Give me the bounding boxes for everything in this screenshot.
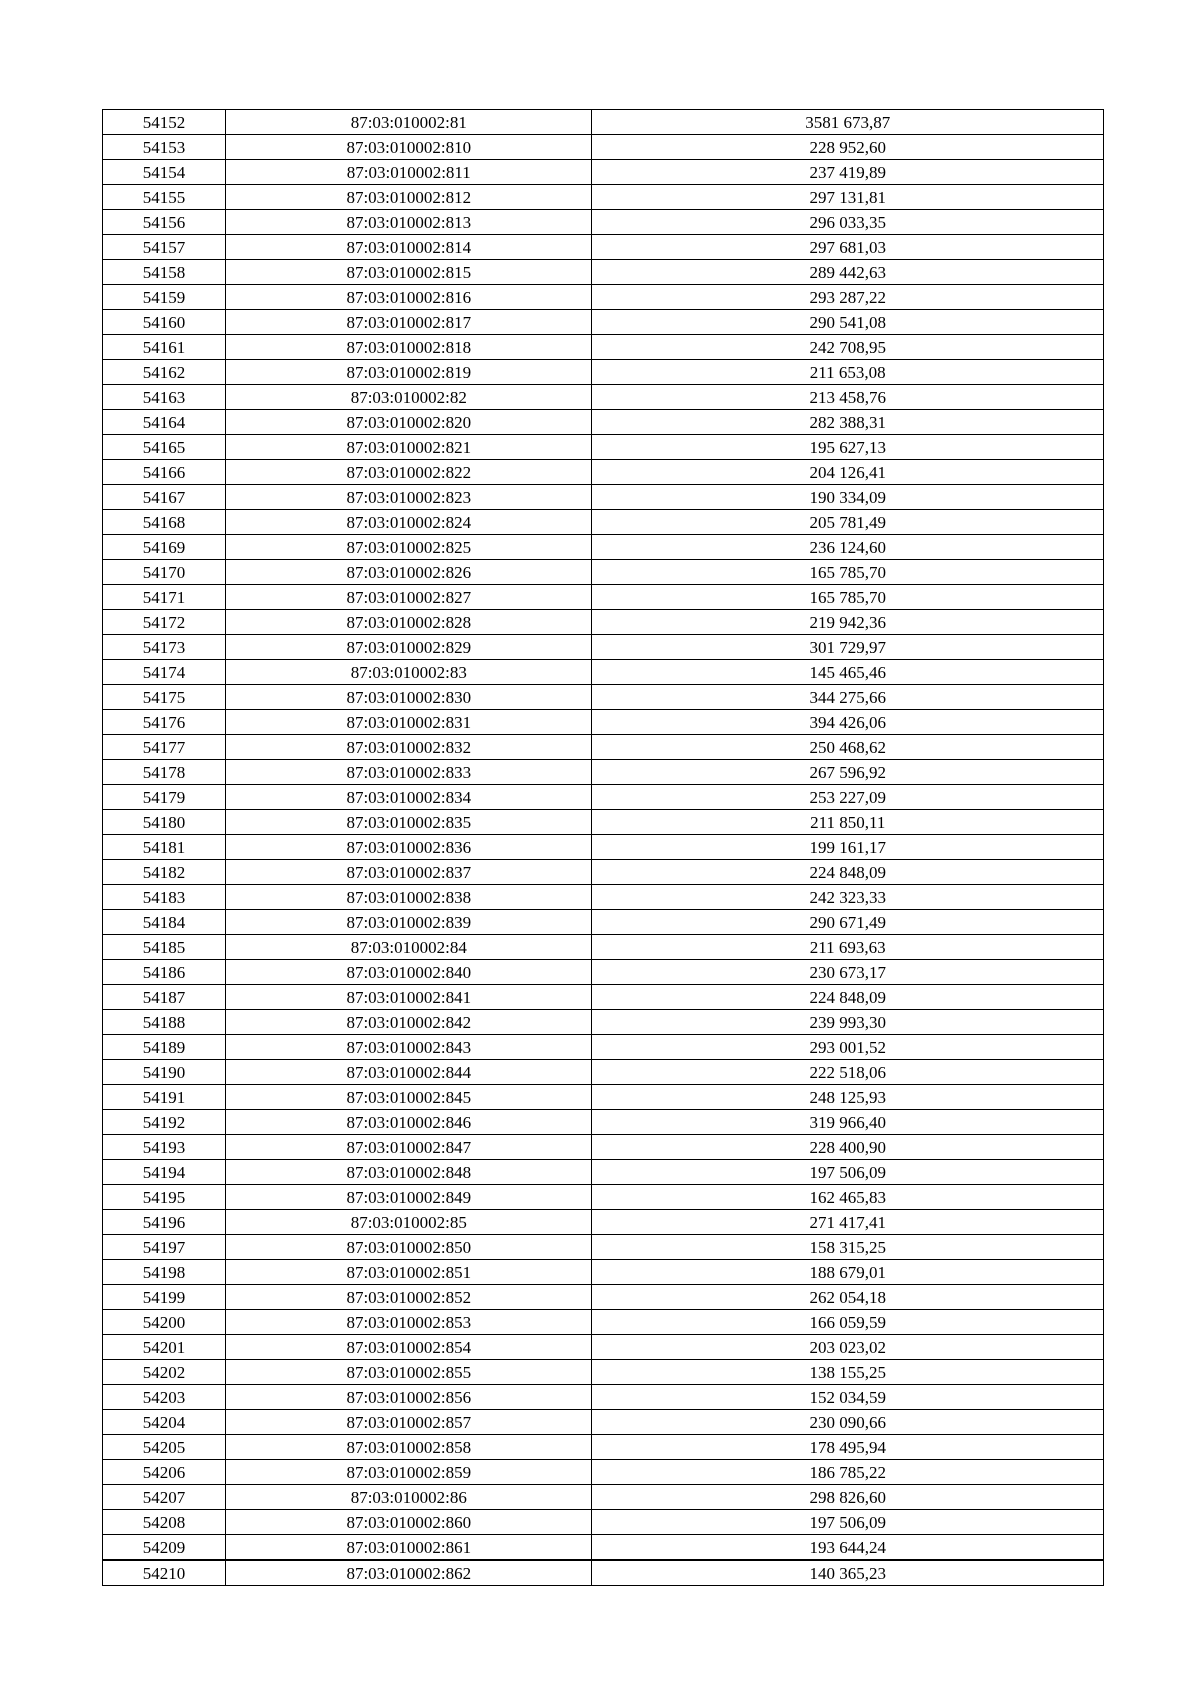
row-number-cell: 54205 xyxy=(103,1435,226,1460)
table-row xyxy=(103,860,1104,885)
table-row xyxy=(103,1185,1104,1210)
cadastral-number-cell: 87:03:010002:862 xyxy=(226,1560,592,1586)
value-cell: 290 671,49 xyxy=(592,910,1104,935)
row-number-cell: 54155 xyxy=(103,185,226,210)
cadastral-number-cell: 87:03:010002:823 xyxy=(226,485,592,510)
cadastral-number-cell: 87:03:010002:825 xyxy=(226,535,592,560)
row-number-cell: 54171 xyxy=(103,585,226,610)
value-cell: 297 681,03 xyxy=(592,235,1104,260)
row-number-cell: 54168 xyxy=(103,510,226,535)
table-row xyxy=(103,485,1104,510)
value-cell: 152 034,59 xyxy=(592,1385,1104,1410)
cadastral-number-cell: 87:03:010002:842 xyxy=(226,1010,592,1035)
table-row xyxy=(103,610,1104,635)
table-row xyxy=(103,1160,1104,1185)
row-number-cell: 54207 xyxy=(103,1485,226,1510)
value-cell: 195 627,13 xyxy=(592,435,1104,460)
cadastral-number-cell: 87:03:010002:828 xyxy=(226,610,592,635)
table-row xyxy=(103,1010,1104,1035)
table-row xyxy=(103,1435,1104,1460)
value-cell: 242 323,33 xyxy=(592,885,1104,910)
cadastral-number-cell: 87:03:010002:837 xyxy=(226,860,592,885)
data-table xyxy=(102,109,1104,1586)
cadastral-number-cell: 87:03:010002:820 xyxy=(226,410,592,435)
row-number-cell: 54153 xyxy=(103,135,226,160)
cadastral-number-cell: 87:03:010002:856 xyxy=(226,1385,592,1410)
row-number-cell: 54185 xyxy=(103,935,226,960)
table-row xyxy=(103,160,1104,185)
row-number-cell: 54172 xyxy=(103,610,226,635)
value-cell: 162 465,83 xyxy=(592,1185,1104,1210)
cadastral-number-cell: 87:03:010002:845 xyxy=(226,1085,592,1110)
row-number-cell: 54196 xyxy=(103,1210,226,1235)
cadastral-number-cell: 87:03:010002:834 xyxy=(226,785,592,810)
table-row xyxy=(103,285,1104,310)
row-number-cell: 54189 xyxy=(103,1035,226,1060)
value-cell: 166 059,59 xyxy=(592,1310,1104,1335)
table-row xyxy=(103,1035,1104,1060)
row-number-cell: 54179 xyxy=(103,785,226,810)
row-number-cell: 54152 xyxy=(103,110,226,135)
table-row xyxy=(103,185,1104,210)
cadastral-number-cell: 87:03:010002:836 xyxy=(226,835,592,860)
table-row xyxy=(103,1460,1104,1485)
value-cell: 199 161,17 xyxy=(592,835,1104,860)
table-row xyxy=(103,635,1104,660)
row-number-cell: 54208 xyxy=(103,1510,226,1535)
value-cell: 296 033,35 xyxy=(592,210,1104,235)
value-cell: 165 785,70 xyxy=(592,585,1104,610)
table-row xyxy=(103,385,1104,410)
cadastral-number-cell: 87:03:010002:840 xyxy=(226,960,592,985)
table-row xyxy=(103,310,1104,335)
value-cell: 293 287,22 xyxy=(592,285,1104,310)
value-cell: 289 442,63 xyxy=(592,260,1104,285)
value-cell: 394 426,06 xyxy=(592,710,1104,735)
cadastral-number-cell: 87:03:010002:859 xyxy=(226,1460,592,1485)
table-row xyxy=(103,1260,1104,1285)
row-number-cell: 54202 xyxy=(103,1360,226,1385)
cadastral-number-cell: 87:03:010002:839 xyxy=(226,910,592,935)
cadastral-number-cell: 87:03:010002:857 xyxy=(226,1410,592,1435)
value-cell: 228 400,90 xyxy=(592,1135,1104,1160)
table-row xyxy=(103,1135,1104,1160)
row-number-cell: 54199 xyxy=(103,1285,226,1310)
cadastral-number-cell: 87:03:010002:86 xyxy=(226,1485,592,1510)
table-row xyxy=(103,710,1104,735)
cadastral-number-cell: 87:03:010002:846 xyxy=(226,1110,592,1135)
cadastral-number-cell: 87:03:010002:847 xyxy=(226,1135,592,1160)
row-number-cell: 54190 xyxy=(103,1060,226,1085)
row-number-cell: 54166 xyxy=(103,460,226,485)
cadastral-number-cell: 87:03:010002:851 xyxy=(226,1260,592,1285)
cadastral-number-cell: 87:03:010002:832 xyxy=(226,735,592,760)
row-number-cell: 54160 xyxy=(103,310,226,335)
row-number-cell: 54175 xyxy=(103,685,226,710)
cadastral-number-cell: 87:03:010002:855 xyxy=(226,1360,592,1385)
value-cell: 190 334,09 xyxy=(592,485,1104,510)
value-cell: 3581 673,87 xyxy=(592,110,1104,135)
table-row xyxy=(103,335,1104,360)
cadastral-number-cell: 87:03:010002:860 xyxy=(226,1510,592,1535)
table-row xyxy=(103,585,1104,610)
value-cell: 271 417,41 xyxy=(592,1210,1104,1235)
table-row xyxy=(103,1410,1104,1435)
row-number-cell: 54169 xyxy=(103,535,226,560)
cadastral-number-cell: 87:03:010002:854 xyxy=(226,1335,592,1360)
row-number-cell: 54201 xyxy=(103,1335,226,1360)
row-number-cell: 54182 xyxy=(103,860,226,885)
value-cell: 219 942,36 xyxy=(592,610,1104,635)
value-cell: 165 785,70 xyxy=(592,560,1104,585)
row-number-cell: 54195 xyxy=(103,1185,226,1210)
cadastral-number-cell: 87:03:010002:814 xyxy=(226,235,592,260)
value-cell: 290 541,08 xyxy=(592,310,1104,335)
cadastral-number-cell: 87:03:010002:831 xyxy=(226,710,592,735)
row-number-cell: 54173 xyxy=(103,635,226,660)
row-number-cell: 54194 xyxy=(103,1160,226,1185)
cadastral-number-cell: 87:03:010002:818 xyxy=(226,335,592,360)
table-row xyxy=(103,1110,1104,1135)
table-row xyxy=(103,1560,1104,1586)
value-cell: 297 131,81 xyxy=(592,185,1104,210)
row-number-cell: 54180 xyxy=(103,810,226,835)
row-number-cell: 54174 xyxy=(103,660,226,685)
value-cell: 267 596,92 xyxy=(592,760,1104,785)
cadastral-number-cell: 87:03:010002:812 xyxy=(226,185,592,210)
cadastral-number-cell: 87:03:010002:81 xyxy=(226,110,592,135)
value-cell: 253 227,09 xyxy=(592,785,1104,810)
row-number-cell: 54184 xyxy=(103,910,226,935)
table-row xyxy=(103,1235,1104,1260)
cadastral-number-cell: 87:03:010002:829 xyxy=(226,635,592,660)
cadastral-number-cell: 87:03:010002:84 xyxy=(226,935,592,960)
row-number-cell: 54197 xyxy=(103,1235,226,1260)
value-cell: 301 729,97 xyxy=(592,635,1104,660)
value-cell: 193 644,24 xyxy=(592,1535,1104,1561)
row-number-cell: 54161 xyxy=(103,335,226,360)
value-cell: 213 458,76 xyxy=(592,385,1104,410)
row-number-cell: 54193 xyxy=(103,1135,226,1160)
row-number-cell: 54176 xyxy=(103,710,226,735)
table-row xyxy=(103,1485,1104,1510)
row-number-cell: 54181 xyxy=(103,835,226,860)
row-number-cell: 54167 xyxy=(103,485,226,510)
cadastral-number-cell: 87:03:010002:827 xyxy=(226,585,592,610)
cadastral-number-cell: 87:03:010002:824 xyxy=(226,510,592,535)
row-number-cell: 54170 xyxy=(103,560,226,585)
row-number-cell: 54188 xyxy=(103,1010,226,1035)
cadastral-number-cell: 87:03:010002:850 xyxy=(226,1235,592,1260)
row-number-cell: 54209 xyxy=(103,1535,226,1561)
cadastral-number-cell: 87:03:010002:83 xyxy=(226,660,592,685)
table-row xyxy=(103,985,1104,1010)
table-row xyxy=(103,435,1104,460)
table-row xyxy=(103,1335,1104,1360)
row-number-cell: 54192 xyxy=(103,1110,226,1135)
value-cell: 262 054,18 xyxy=(592,1285,1104,1310)
table-row xyxy=(103,510,1104,535)
table-row xyxy=(103,910,1104,935)
cadastral-number-cell: 87:03:010002:843 xyxy=(226,1035,592,1060)
value-cell: 205 781,49 xyxy=(592,510,1104,535)
row-number-cell: 54187 xyxy=(103,985,226,1010)
cadastral-number-cell: 87:03:010002:844 xyxy=(226,1060,592,1085)
value-cell: 293 001,52 xyxy=(592,1035,1104,1060)
table-row xyxy=(103,1285,1104,1310)
table-row xyxy=(103,810,1104,835)
value-cell: 203 023,02 xyxy=(592,1335,1104,1360)
cadastral-number-cell: 87:03:010002:819 xyxy=(226,360,592,385)
row-number-cell: 54163 xyxy=(103,385,226,410)
table-row xyxy=(103,410,1104,435)
value-cell: 250 468,62 xyxy=(592,735,1104,760)
row-number-cell: 54210 xyxy=(103,1560,226,1586)
row-number-cell: 54177 xyxy=(103,735,226,760)
cadastral-number-cell: 87:03:010002:811 xyxy=(226,160,592,185)
table-row xyxy=(103,1360,1104,1385)
table-row xyxy=(103,1385,1104,1410)
row-number-cell: 54156 xyxy=(103,210,226,235)
row-number-cell: 54186 xyxy=(103,960,226,985)
value-cell: 298 826,60 xyxy=(592,1485,1104,1510)
cadastral-number-cell: 87:03:010002:810 xyxy=(226,135,592,160)
row-number-cell: 54200 xyxy=(103,1310,226,1335)
table-row xyxy=(103,1510,1104,1535)
table-row xyxy=(103,660,1104,685)
cadastral-number-cell: 87:03:010002:815 xyxy=(226,260,592,285)
row-number-cell: 54158 xyxy=(103,260,226,285)
value-cell: 197 506,09 xyxy=(592,1510,1104,1535)
cadastral-number-cell: 87:03:010002:816 xyxy=(226,285,592,310)
value-cell: 188 679,01 xyxy=(592,1260,1104,1285)
row-number-cell: 54157 xyxy=(103,235,226,260)
cadastral-number-cell: 87:03:010002:861 xyxy=(226,1535,592,1561)
row-number-cell: 54178 xyxy=(103,760,226,785)
cadastral-number-cell: 87:03:010002:82 xyxy=(226,385,592,410)
cadastral-number-cell: 87:03:010002:858 xyxy=(226,1435,592,1460)
table-row xyxy=(103,235,1104,260)
row-number-cell: 54154 xyxy=(103,160,226,185)
value-cell: 145 465,46 xyxy=(592,660,1104,685)
value-cell: 211 850,11 xyxy=(592,810,1104,835)
row-number-cell: 54204 xyxy=(103,1410,226,1435)
cadastral-number-cell: 87:03:010002:848 xyxy=(226,1160,592,1185)
value-cell: 211 653,08 xyxy=(592,360,1104,385)
cadastral-number-cell: 87:03:010002:833 xyxy=(226,760,592,785)
table-row xyxy=(103,260,1104,285)
value-cell: 158 315,25 xyxy=(592,1235,1104,1260)
table-row xyxy=(103,535,1104,560)
table-row xyxy=(103,760,1104,785)
cadastral-number-cell: 87:03:010002:826 xyxy=(226,560,592,585)
value-cell: 140 365,23 xyxy=(592,1560,1104,1586)
table-row xyxy=(103,360,1104,385)
table-row xyxy=(103,835,1104,860)
table-row xyxy=(103,885,1104,910)
value-cell: 138 155,25 xyxy=(592,1360,1104,1385)
table-body xyxy=(103,110,1104,1586)
value-cell: 178 495,94 xyxy=(592,1435,1104,1460)
row-number-cell: 54164 xyxy=(103,410,226,435)
table-row xyxy=(103,735,1104,760)
table-row xyxy=(103,685,1104,710)
row-number-cell: 54159 xyxy=(103,285,226,310)
value-cell: 224 848,09 xyxy=(592,860,1104,885)
row-number-cell: 54206 xyxy=(103,1460,226,1485)
table-row xyxy=(103,1085,1104,1110)
cadastral-number-cell: 87:03:010002:849 xyxy=(226,1185,592,1210)
value-cell: 224 848,09 xyxy=(592,985,1104,1010)
row-number-cell: 54203 xyxy=(103,1385,226,1410)
row-number-cell: 54183 xyxy=(103,885,226,910)
cadastral-number-cell: 87:03:010002:821 xyxy=(226,435,592,460)
table-row xyxy=(103,110,1104,135)
value-cell: 282 388,31 xyxy=(592,410,1104,435)
row-number-cell: 54162 xyxy=(103,360,226,385)
table-row xyxy=(103,460,1104,485)
value-cell: 242 708,95 xyxy=(592,335,1104,360)
table-row xyxy=(103,1210,1104,1235)
table-row xyxy=(103,935,1104,960)
row-number-cell: 54165 xyxy=(103,435,226,460)
table-row xyxy=(103,210,1104,235)
table-row xyxy=(103,960,1104,985)
table-row xyxy=(103,1060,1104,1085)
value-cell: 344 275,66 xyxy=(592,685,1104,710)
table-row xyxy=(103,1535,1104,1561)
value-cell: 228 952,60 xyxy=(592,135,1104,160)
cadastral-number-cell: 87:03:010002:835 xyxy=(226,810,592,835)
cadastral-number-cell: 87:03:010002:853 xyxy=(226,1310,592,1335)
cadastral-number-cell: 87:03:010002:838 xyxy=(226,885,592,910)
row-number-cell: 54198 xyxy=(103,1260,226,1285)
value-cell: 211 693,63 xyxy=(592,935,1104,960)
value-cell: 237 419,89 xyxy=(592,160,1104,185)
value-cell: 248 125,93 xyxy=(592,1085,1104,1110)
table-row xyxy=(103,785,1104,810)
cadastral-number-cell: 87:03:010002:85 xyxy=(226,1210,592,1235)
value-cell: 204 126,41 xyxy=(592,460,1104,485)
value-cell: 186 785,22 xyxy=(592,1460,1104,1485)
cadastral-number-cell: 87:03:010002:852 xyxy=(226,1285,592,1310)
value-cell: 230 090,66 xyxy=(592,1410,1104,1435)
value-cell: 197 506,09 xyxy=(592,1160,1104,1185)
value-cell: 239 993,30 xyxy=(592,1010,1104,1035)
cadastral-number-cell: 87:03:010002:813 xyxy=(226,210,592,235)
cadastral-number-cell: 87:03:010002:817 xyxy=(226,310,592,335)
value-cell: 236 124,60 xyxy=(592,535,1104,560)
cadastral-number-cell: 87:03:010002:822 xyxy=(226,460,592,485)
row-number-cell: 54191 xyxy=(103,1085,226,1110)
table-row xyxy=(103,1310,1104,1335)
value-cell: 222 518,06 xyxy=(592,1060,1104,1085)
cadastral-number-cell: 87:03:010002:841 xyxy=(226,985,592,1010)
value-cell: 230 673,17 xyxy=(592,960,1104,985)
cadastral-number-cell: 87:03:010002:830 xyxy=(226,685,592,710)
table-row xyxy=(103,135,1104,160)
table-row xyxy=(103,560,1104,585)
value-cell: 319 966,40 xyxy=(592,1110,1104,1135)
